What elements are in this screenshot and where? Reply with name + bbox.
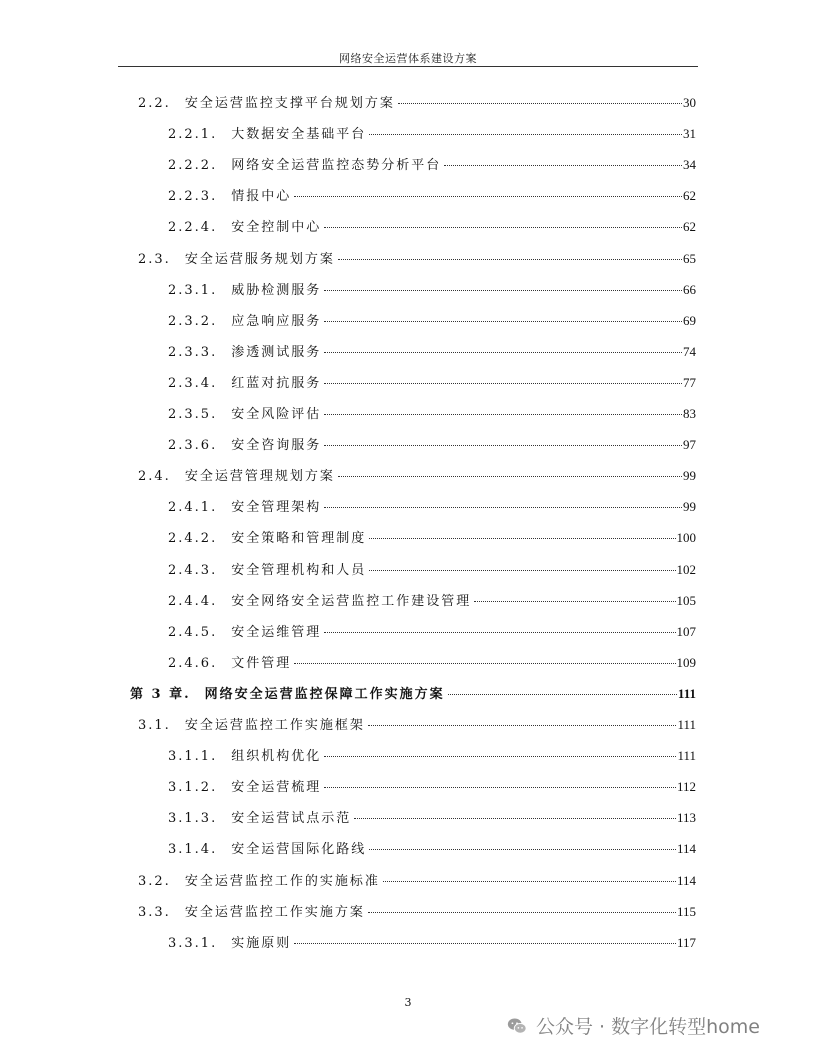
toc-entry-number: 2.2.3. bbox=[168, 189, 218, 205]
toc-entry-page: 74 bbox=[683, 343, 696, 359]
toc-entry-number: 2.2. bbox=[138, 96, 171, 111]
toc-entry-number: 2.3.3. bbox=[168, 344, 218, 360]
toc-dot-leader bbox=[338, 476, 682, 477]
running-header: 网络安全运营体系建设方案 bbox=[339, 52, 477, 65]
toc-entry[interactable] bbox=[168, 745, 696, 765]
toc-entry-number: 2.4. bbox=[138, 469, 171, 485]
toc-entry-number: 2.3.5. bbox=[168, 407, 218, 422]
toc-entry-page: 69 bbox=[683, 312, 696, 328]
toc-entry[interactable] bbox=[168, 123, 696, 143]
toc-entry-page: 111 bbox=[677, 685, 696, 701]
toc-entry[interactable] bbox=[168, 559, 696, 579]
toc-dot-leader bbox=[338, 259, 682, 260]
toc-dot-leader bbox=[369, 849, 676, 850]
toc-entry-title: 网络安全运营监控保障工作实施方案 bbox=[204, 686, 445, 702]
toc-entry-number: 3.1.2. bbox=[168, 780, 218, 796]
toc-entry-title: 网络安全运营监控态势分析平台 bbox=[231, 158, 442, 174]
toc-entry-number: 3.1.1. bbox=[168, 749, 218, 765]
toc-entry[interactable] bbox=[168, 216, 696, 236]
toc-entry-page: 111 bbox=[677, 748, 696, 764]
toc-entry-page: 34 bbox=[683, 157, 696, 173]
toc-entry-page: 99 bbox=[683, 468, 696, 484]
toc-entry-title: 安全运营监控工作实施框架 bbox=[184, 718, 365, 733]
toc-entry-page: 30 bbox=[683, 95, 696, 110]
toc-entry-number: 3.2. bbox=[138, 873, 171, 889]
toc-entry-page: 112 bbox=[676, 779, 696, 795]
toc-dot-leader bbox=[324, 445, 682, 446]
toc-entry-number: 2.3.1. bbox=[168, 282, 218, 298]
watermark bbox=[506, 1012, 760, 1039]
toc-entry-title: 安全运营梳理 bbox=[231, 780, 322, 796]
toc-entry-number: 3.3. bbox=[138, 904, 171, 920]
toc-dot-leader bbox=[324, 290, 682, 291]
toc-entry[interactable] bbox=[168, 776, 696, 796]
toc-entry-number: 3.1.3. bbox=[168, 811, 218, 827]
toc-entry-number: 3.1. bbox=[138, 718, 171, 733]
toc-entry-number: 2.4.4. bbox=[168, 593, 218, 609]
toc-dot-leader bbox=[294, 663, 675, 664]
toc-entry-title: 安全风险评估 bbox=[231, 407, 322, 422]
toc-entry-title: 组织机构优化 bbox=[231, 749, 322, 765]
toc-entry[interactable] bbox=[130, 683, 696, 703]
toc-entry-title: 安全管理机构和人员 bbox=[231, 562, 367, 578]
toc-entry-title: 应急响应服务 bbox=[231, 313, 322, 329]
toc-entry-number: 2.3.4. bbox=[168, 375, 218, 391]
toc-dot-leader bbox=[444, 165, 682, 166]
toc-entry-page: 83 bbox=[683, 406, 696, 421]
toc-entry-number: 2.3.2. bbox=[168, 313, 218, 329]
toc-entry-page: 100 bbox=[676, 530, 696, 546]
toc-entry-title: 安全网络安全运营监控工作建设管理 bbox=[231, 593, 472, 609]
toc-entry[interactable] bbox=[168, 621, 696, 641]
toc-entry[interactable] bbox=[138, 92, 696, 112]
toc-entry-title: 渗透测试服务 bbox=[231, 344, 322, 360]
toc-entry[interactable] bbox=[168, 807, 696, 827]
toc-entry-page: 114 bbox=[676, 872, 696, 888]
toc-dot-leader bbox=[368, 912, 676, 913]
toc-entry-title: 实施原则 bbox=[231, 935, 292, 951]
toc-entry[interactable] bbox=[168, 932, 696, 952]
toc-entry-title: 文件管理 bbox=[231, 655, 292, 671]
toc-entry-number: 2.3. bbox=[138, 251, 171, 267]
toc-entry-title: 安全运营监控工作的实施标准 bbox=[184, 873, 380, 889]
toc-entry-page: 107 bbox=[676, 623, 696, 639]
toc-entry[interactable] bbox=[138, 901, 696, 921]
toc-entry-title: 安全运营管理规划方案 bbox=[184, 469, 335, 485]
toc-entry[interactable] bbox=[168, 838, 696, 858]
toc-entry-page: 102 bbox=[676, 561, 696, 577]
toc-dot-leader bbox=[369, 538, 675, 539]
toc-dot-leader bbox=[324, 227, 682, 228]
toc-entry-title: 安全咨询服务 bbox=[231, 438, 322, 454]
toc-entry[interactable] bbox=[168, 185, 696, 205]
toc-dot-leader bbox=[324, 756, 676, 757]
toc-entry-title: 红蓝对抗服务 bbox=[231, 375, 322, 391]
toc-entry[interactable] bbox=[168, 372, 696, 392]
toc-dot-leader bbox=[324, 352, 682, 353]
toc-entry-number: 第 3 章. bbox=[130, 686, 191, 702]
page-number: 3 bbox=[404, 996, 412, 1009]
toc-entry-page: 113 bbox=[676, 810, 696, 826]
watermark-text: 公众号 · 数字化转型home bbox=[536, 1016, 760, 1038]
toc-entry-page: 117 bbox=[676, 934, 696, 950]
toc-dot-leader bbox=[324, 632, 675, 633]
toc-entry-number: 2.2.4. bbox=[168, 220, 218, 236]
toc-dot-leader bbox=[354, 818, 676, 819]
toc-dot-leader bbox=[368, 725, 677, 726]
toc-entry-title: 安全运维管理 bbox=[231, 624, 322, 640]
toc-entry-title: 情报中心 bbox=[231, 189, 292, 205]
toc-entry-number: 2.4.1. bbox=[168, 500, 218, 516]
toc-entry-page: 77 bbox=[683, 374, 696, 390]
toc-entry[interactable] bbox=[168, 310, 696, 330]
toc-entry-page: 105 bbox=[676, 592, 696, 608]
toc-entry-title: 安全运营试点示范 bbox=[231, 811, 352, 827]
toc-dot-leader bbox=[383, 881, 676, 882]
toc-entry-title: 安全运营监控支撑平台规划方案 bbox=[184, 96, 395, 111]
toc-entry[interactable] bbox=[138, 248, 696, 268]
toc-entry-number: 2.4.5. bbox=[168, 624, 218, 640]
toc-entry[interactable] bbox=[138, 870, 696, 890]
toc-entry[interactable] bbox=[168, 590, 696, 610]
toc-entry-number: 3.1.4. bbox=[168, 842, 218, 858]
toc-dot-leader bbox=[474, 601, 675, 602]
toc-entry[interactable] bbox=[168, 652, 696, 672]
toc-entry[interactable] bbox=[168, 496, 696, 516]
toc-dot-leader bbox=[324, 383, 682, 384]
toc-entry-page: 31 bbox=[683, 126, 696, 142]
toc-entry-page: 62 bbox=[683, 219, 696, 235]
toc-entry-title: 安全运营国际化路线 bbox=[231, 842, 367, 858]
toc-entry-number: 2.2.1. bbox=[168, 127, 218, 143]
wechat-icon bbox=[506, 1015, 528, 1037]
toc-entry-page: 99 bbox=[683, 499, 696, 515]
toc-entry[interactable] bbox=[168, 279, 696, 299]
toc-entry-number: 3.3.1. bbox=[168, 935, 218, 951]
toc-dot-leader bbox=[294, 943, 676, 944]
toc-entry-page: 114 bbox=[676, 841, 696, 857]
toc-entry[interactable] bbox=[138, 714, 696, 734]
toc-entry-number: 2.4.3. bbox=[168, 562, 218, 578]
toc-dot-leader bbox=[448, 694, 677, 695]
toc-entry-page: 111 bbox=[677, 717, 696, 732]
toc-entry[interactable] bbox=[168, 527, 696, 547]
toc-dot-leader bbox=[369, 570, 675, 571]
toc-entry-number: 2.4.2. bbox=[168, 531, 218, 547]
toc-entry-number: 2.3.6. bbox=[168, 438, 218, 454]
toc-entry-title: 威胁检测服务 bbox=[231, 282, 322, 298]
toc-entry[interactable] bbox=[138, 465, 696, 485]
toc-entry[interactable] bbox=[168, 403, 696, 423]
toc-entry-title: 安全策略和管理制度 bbox=[231, 531, 367, 547]
toc-entry[interactable] bbox=[168, 341, 696, 361]
toc-dot-leader bbox=[369, 134, 682, 135]
toc-dot-leader bbox=[294, 196, 682, 197]
toc-entry-page: 66 bbox=[683, 281, 696, 297]
toc-entry-page: 97 bbox=[683, 437, 696, 453]
header-rule bbox=[118, 66, 698, 67]
toc-entry-number: 2.4.6. bbox=[168, 655, 218, 671]
toc-entry-title: 安全运营服务规划方案 bbox=[184, 251, 335, 267]
toc-entry-title: 大数据安全基础平台 bbox=[231, 127, 367, 143]
toc-dot-leader bbox=[324, 414, 682, 415]
toc-entry[interactable] bbox=[168, 154, 696, 174]
toc-entry-title: 安全运营监控工作实施方案 bbox=[184, 904, 365, 920]
toc-entry-page: 115 bbox=[676, 903, 696, 919]
toc-entry-page: 109 bbox=[676, 654, 696, 670]
toc-entry[interactable] bbox=[168, 434, 696, 454]
toc-entry-title: 安全管理架构 bbox=[231, 500, 322, 516]
toc-entry-title: 安全控制中心 bbox=[231, 220, 322, 236]
toc-dot-leader bbox=[324, 507, 682, 508]
toc-entry-page: 62 bbox=[683, 188, 696, 204]
toc-dot-leader bbox=[398, 103, 682, 104]
toc-dot-leader bbox=[324, 321, 682, 322]
toc-entry-number: 2.2.2. bbox=[168, 158, 218, 174]
toc-dot-leader bbox=[324, 787, 676, 788]
toc-entry-page: 65 bbox=[683, 250, 696, 266]
